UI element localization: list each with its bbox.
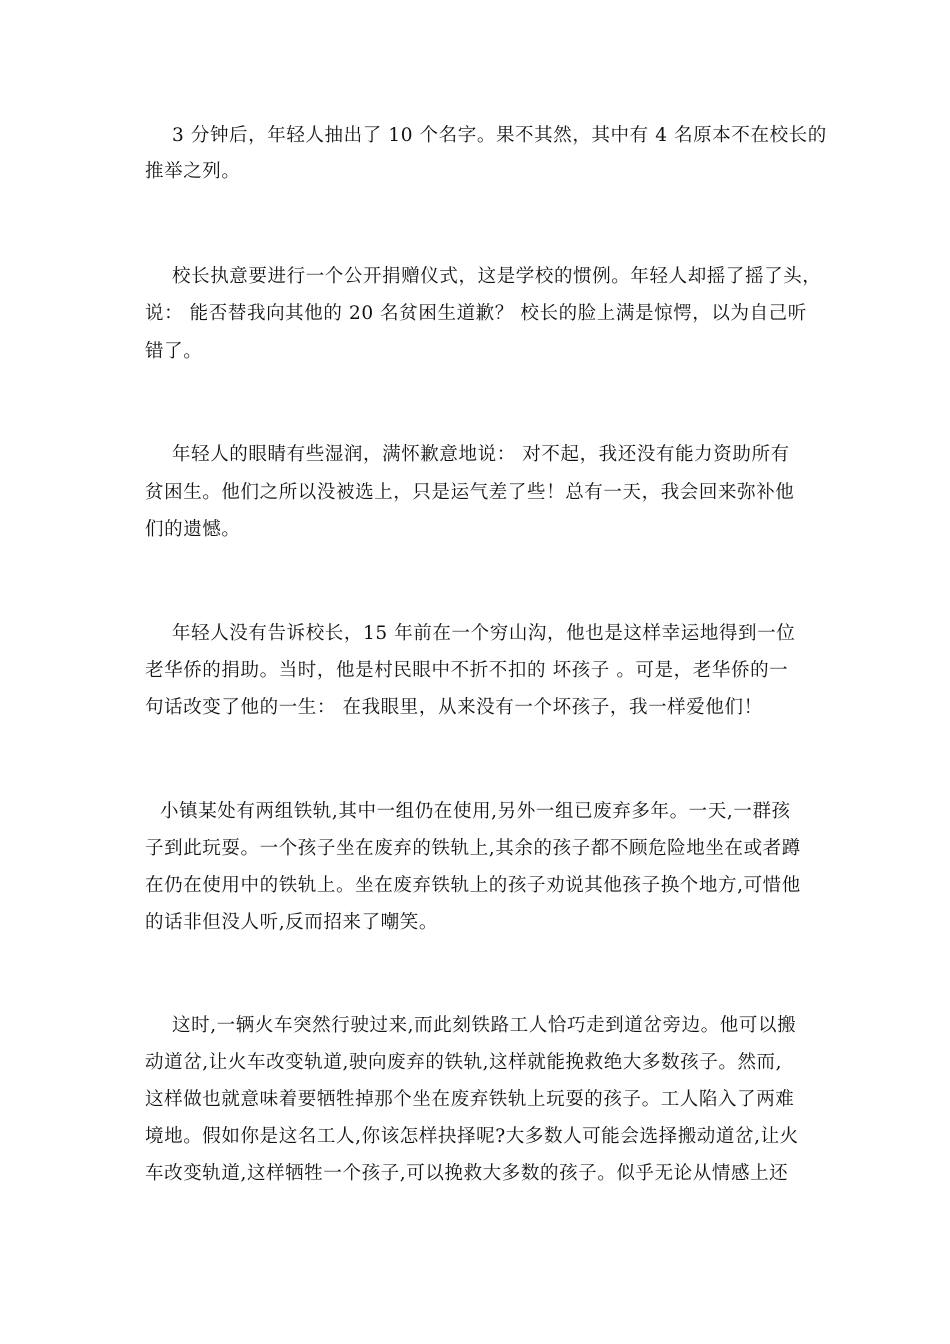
paragraph-4-line-3: 句话改变了他的一生： 在我眼里，从来没有一个坏孩子，我一样爱他们！: [145, 697, 763, 718]
paragraph-3-line-2: 贫困生。他们之所以没被选上，只是运气差了些！总有一天，我会回来弥补他: [145, 482, 795, 503]
paragraph-5-line-4: 的话非但没人听,反而招来了嘲笑。: [145, 912, 438, 933]
paragraph-5-line-2: 子到此玩耍。一个孩子坐在废弃的铁轨上,其余的孩子都不顾危险地坐在或者蹲: [145, 838, 801, 859]
paragraph-5-line-1: 小镇某处有两组铁轨,其中一组仍在使用,另外一组已废弃多年。一天,一群孩: [160, 801, 791, 822]
paragraph-2-line-1: 校长执意要进行一个公开捐赠仪式，这是学校的惯例。年轻人却摇了摇了头，: [172, 266, 822, 287]
paragraph-4-line-1: 年轻人没有告诉校长，15 年前在一个穷山沟，他也是这样幸运地得到一位: [172, 623, 796, 644]
paragraph-3-line-1: 年轻人的眼睛有些湿润，满怀歉意地说： 对不起，我还没有能力资助所有: [172, 444, 790, 465]
paragraph-6-line-3: 这样做也就意味着要牺牲掉那个坐在废弃铁轨上玩耍的孩子。工人陷入了两难: [145, 1089, 795, 1110]
paragraph-1-line-2: 推举之列。: [145, 161, 241, 182]
paragraph-6-line-1: 这时,一辆火车突然行驶过来,而此刻铁路工人恰巧走到道岔旁边。他可以搬: [172, 1015, 797, 1036]
paragraph-4-line-2: 老华侨的捐助。当时，他是村民眼中不折不扣的 坏孩子 。可是，老华侨的一: [145, 660, 789, 681]
paragraph-2-line-3: 错了。: [145, 341, 203, 362]
paragraph-6-line-5: 车改变轨道,这样牺牲一个孩子,可以挽救大多数的孩子。似乎无论从情感上还: [145, 1163, 789, 1184]
paragraph-3-line-3: 们的遗憾。: [145, 519, 241, 540]
paragraph-2-line-2: 说： 能否替我向其他的 20 名贫困生道歉？ 校长的脸上满是惊愕，以为自己听: [145, 303, 807, 324]
paragraph-6-line-4: 境地。假如你是这名工人,你该怎样抉择呢?大多数人可能会选择搬动道岔,让火: [145, 1126, 799, 1147]
paragraph-5-line-3: 在仍在使用中的铁轨上。坐在废弃铁轨上的孩子劝说其他孩子换个地方,可惜他: [145, 875, 801, 896]
paragraph-1-line-1: 3 分钟后，年轻人抽出了 10 个名字。果不其然，其中有 4 名原本不在校长的: [172, 125, 827, 146]
paragraph-6-line-2: 动道岔,让火车改变轨道,驶向废弃的铁轨,这样就能挽救绝大多数孩子。然而,: [145, 1052, 783, 1073]
